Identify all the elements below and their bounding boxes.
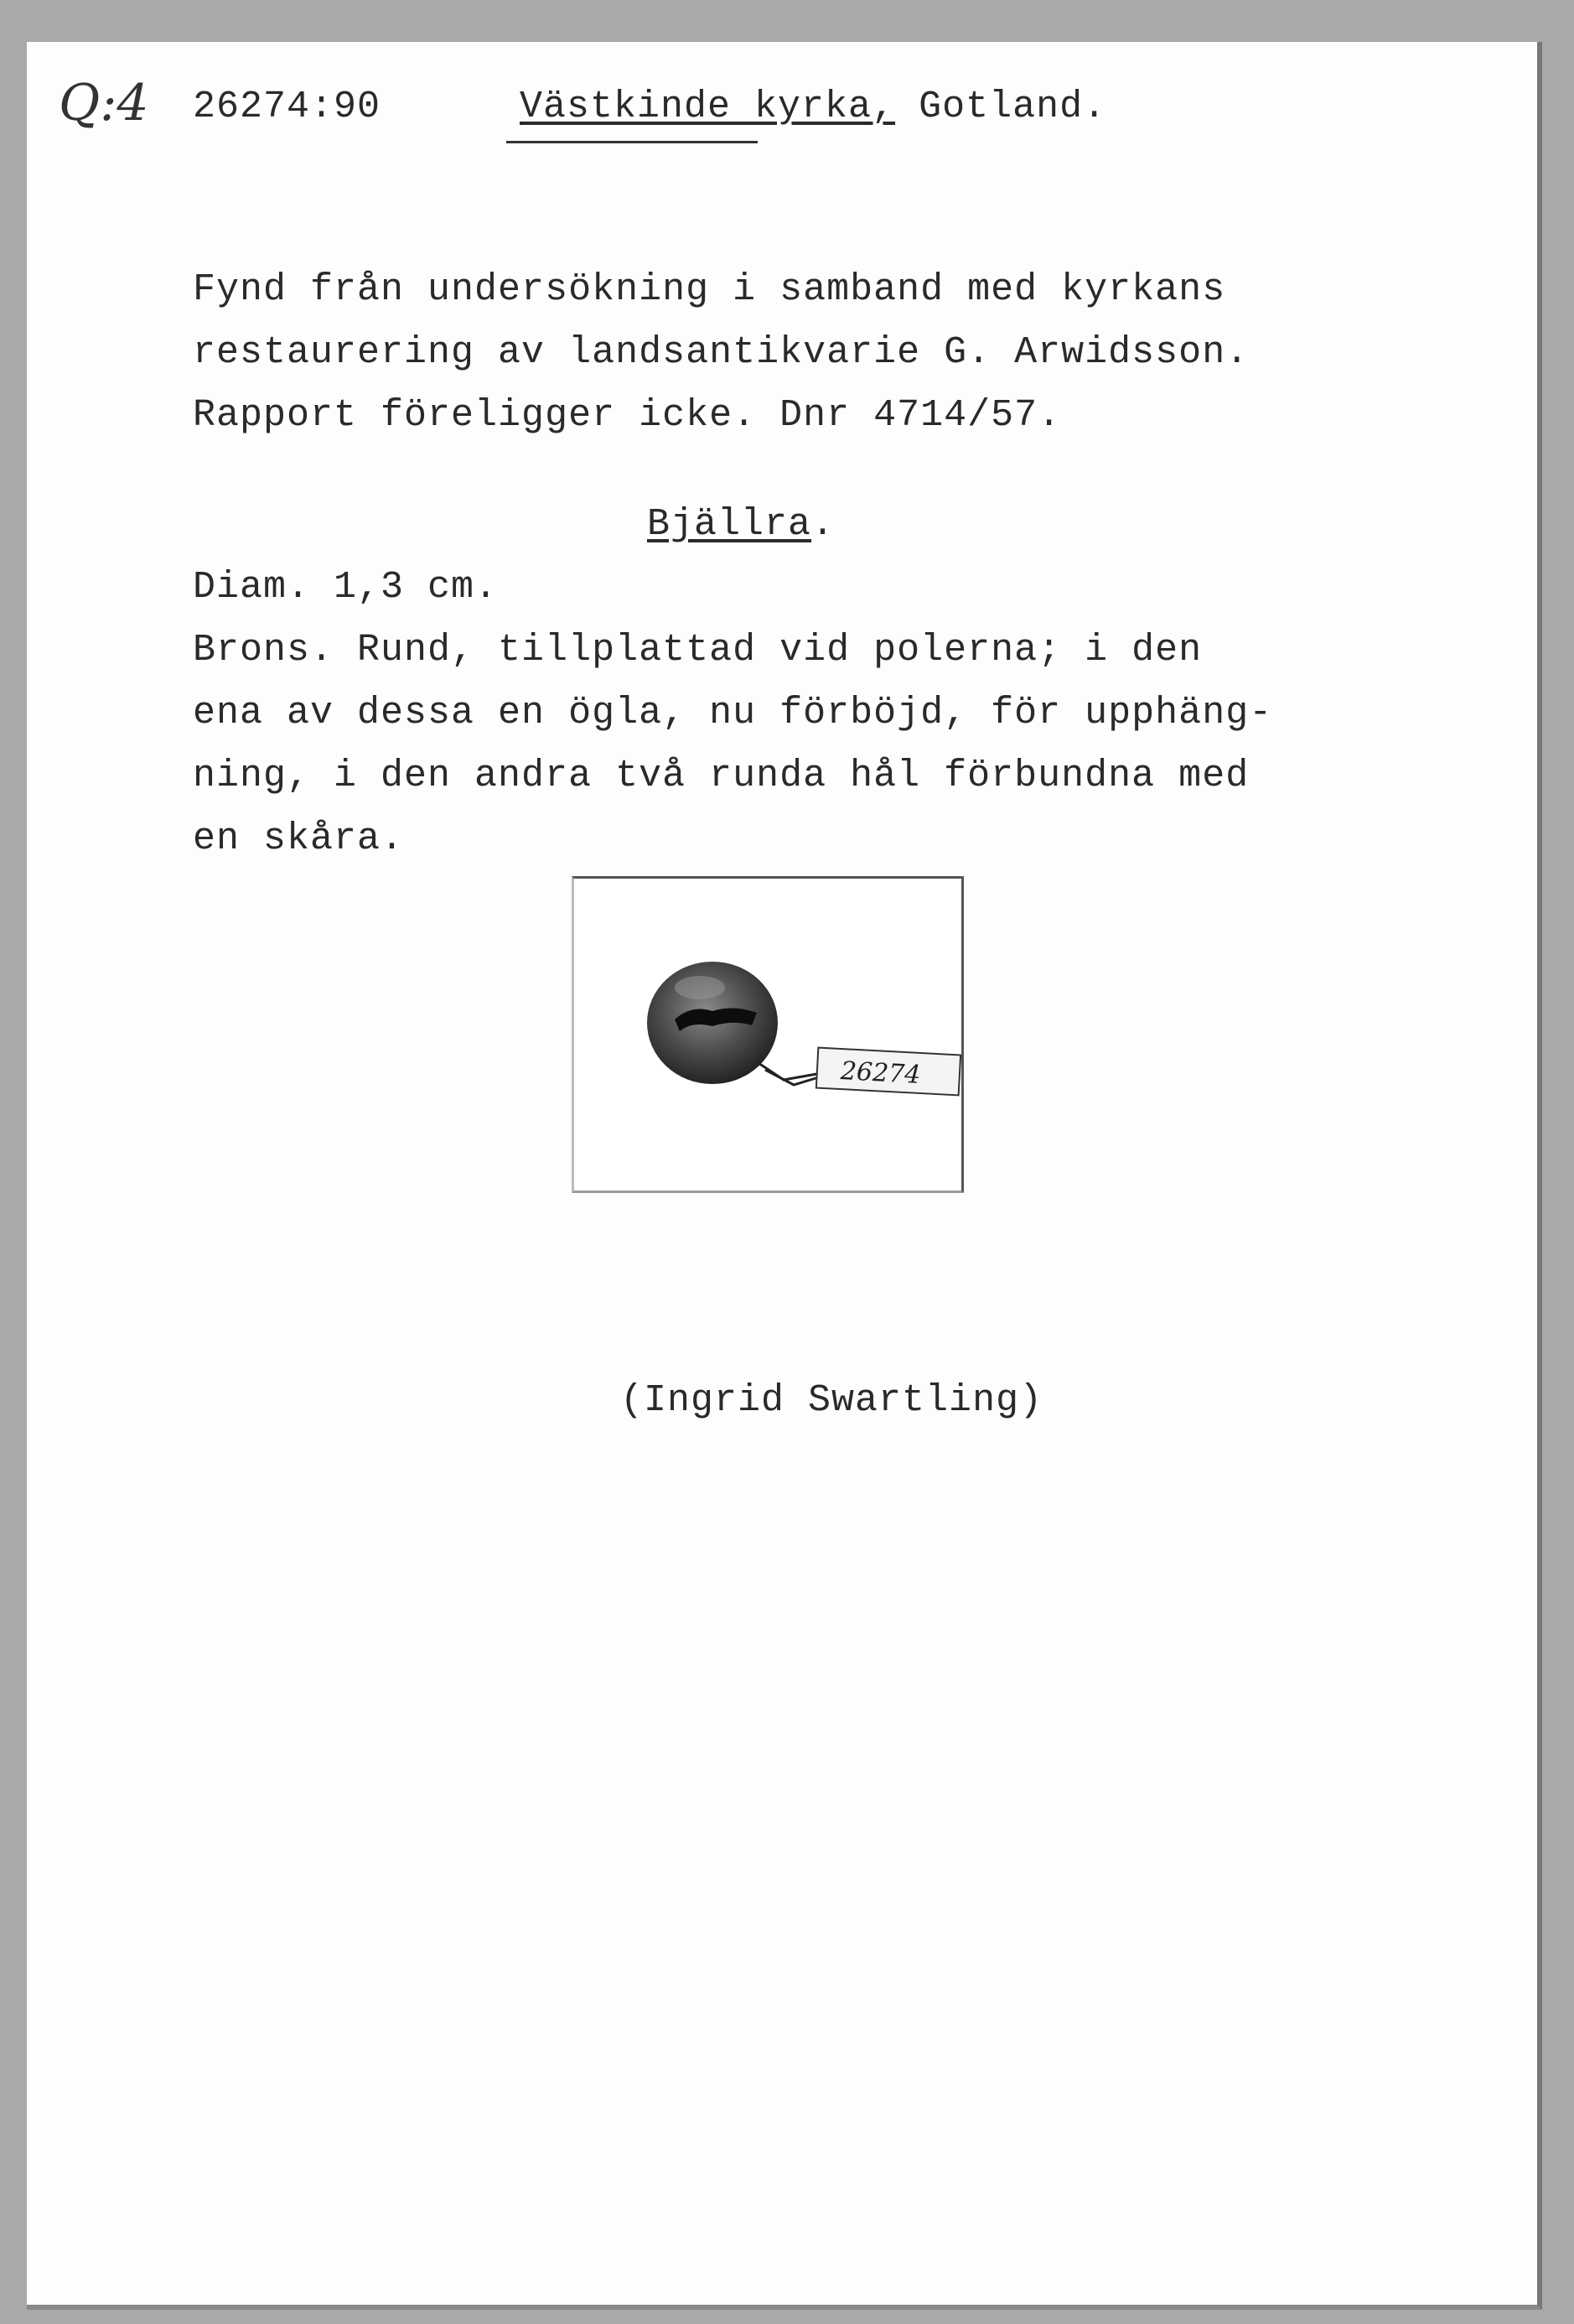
catalogue-number: 26274:90 (193, 86, 381, 128)
description-line-1: Brons. Rund, tillplattad vid polerna; i den (193, 629, 1203, 672)
description-line-3: ning, i den andra två runda hål förbundna med (193, 755, 1250, 797)
catalogue-card (27, 42, 1542, 2310)
paragraph-line-2: restaurering av landsantikvarie G. Arwidsson. (193, 331, 1250, 374)
object-heading: Bjällra. (647, 503, 836, 546)
description-line-4: en skåra. (193, 817, 405, 860)
tag-string (759, 1063, 821, 1085)
measurement: Diam. 1,3 cm. (193, 566, 499, 609)
title-rule (506, 141, 758, 143)
bell-photo-image (574, 879, 961, 1191)
title-location: Västkinde kyrka, (520, 86, 896, 128)
paragraph-line-3: Rapport föreligger icke. Dnr 4714/57. (193, 394, 1062, 437)
object-photo (572, 876, 964, 1193)
paragraph-line-1: Fynd från undersökning i samband med kyrkans (193, 268, 1226, 311)
title-region: Gotland. (895, 86, 1107, 128)
corner-mark: Q:4 (59, 74, 149, 132)
author-signature: (Ingrid Swartling) (620, 1379, 1043, 1422)
tag-number: 26274 (840, 1056, 922, 1090)
object-name: Bjällra (647, 503, 812, 546)
description-line-2: ena av dessa en ögla, nu förböjd, för upphäng- (193, 692, 1273, 734)
card-title (520, 86, 1106, 128)
